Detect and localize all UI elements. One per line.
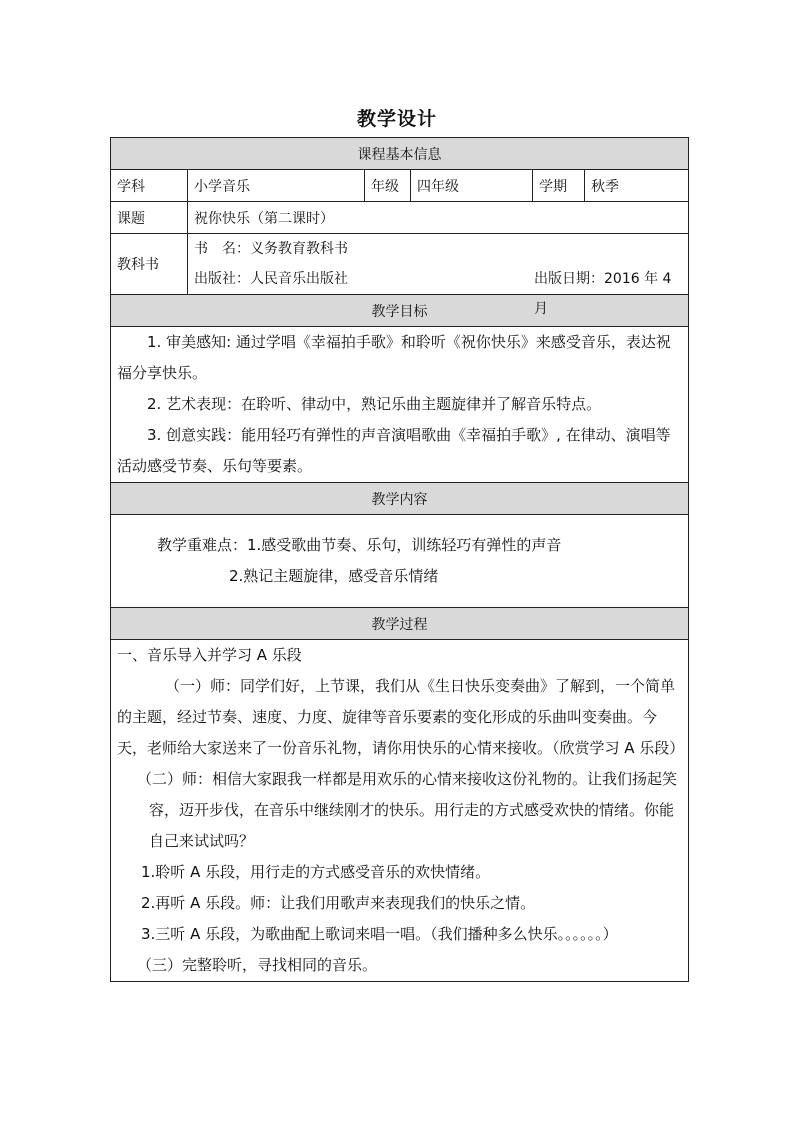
process-paragraph: （二）师：相信大家跟我一样都是用欢乐的心情来接收这份礼物的。让我们扬起笑容，迈开步伐，在音乐中继续刚才的快乐。用行走的方式感受欢快的情绪。你能自己来试试吗？ xyxy=(137,770,678,850)
textbook-label: 教科书 xyxy=(111,234,188,295)
process-paragraph: （一）师：同学们好，上节课，我们从《生日快乐变奏曲》了解到，一个简单的主题，经过节奏、速度、力度、旋律等音乐要素的变化形成的乐曲叫变奏曲。今天，老师给大家送来了一份音乐礼物，请你用快乐的心情来接收。（欣赏学习 A 乐段） xyxy=(117,677,685,757)
topic-row xyxy=(111,202,689,234)
process-section-title: 一、音乐导入并学习 A 乐段 xyxy=(117,646,302,664)
page-title: 教学设计 xyxy=(356,108,437,130)
term-label: 学期 xyxy=(533,170,585,202)
lesson-plan-table xyxy=(110,137,689,982)
publish-date: 出版日期：2016 年 4 月 xyxy=(534,271,672,317)
textbook-row xyxy=(111,234,689,295)
term-value: 秋季 xyxy=(585,170,689,202)
basic-info-row xyxy=(111,170,689,202)
content-cell xyxy=(111,515,689,608)
content-line: 2.熟记主题旋律，感受音乐情绪 xyxy=(229,567,439,585)
process-step: 2.再听 A 乐段。师：让我们用歌声来表现我们的快乐之情。 xyxy=(141,894,536,912)
goals-row xyxy=(111,327,689,483)
topic-value: 祝你快乐（第二课时） xyxy=(188,202,689,234)
goal-item: 3. 创意实践：能用轻巧有弹性的声音演唱歌曲《幸福拍手歌》, 在律动、演唱等活动感受节奏、乐句等要素。 xyxy=(117,426,671,475)
book-name: 书 名：义务教育教科书 xyxy=(194,241,348,257)
goals-header: 教学目标 xyxy=(111,295,689,327)
subject-label: 学科 xyxy=(111,170,188,202)
basic-info-header: 课程基本信息 xyxy=(111,138,689,170)
topic-label: 课题 xyxy=(111,202,188,234)
goal-item: 1. 审美感知: 通过学唱《幸福拍手歌》和聆听《祝你快乐》来感受音乐，表达祝福分享快乐。 xyxy=(117,333,671,382)
process-paragraph: （三）完整聆听，寻找相同的音乐。 xyxy=(137,956,378,974)
goal-item: 2. 艺术表现：在聆听、律动中，熟记乐曲主题旋律并了解音乐特点。 xyxy=(147,395,602,413)
goals-cell xyxy=(111,327,689,483)
process-header: 教学过程 xyxy=(111,608,689,640)
content-header: 教学内容 xyxy=(111,483,689,515)
process-step: 1.聆听 A 乐段，用行走的方式感受音乐的欢快情绪。 xyxy=(141,863,491,881)
grade-value: 四年级 xyxy=(411,170,533,202)
process-step: 3.三听 A 乐段，为歌曲配上歌词来唱一唱。（我们播种多么快乐。。。。。。） xyxy=(141,925,618,943)
content-row xyxy=(111,515,689,608)
process-cell xyxy=(111,640,689,982)
publisher: 出版社：人民音乐出版社 xyxy=(194,271,348,287)
content-line: 教学重难点：1.感受歌曲节奏、乐句，训练轻巧有弹性的声音 xyxy=(157,536,562,554)
process-row xyxy=(111,640,689,982)
subject-value: 小学音乐 xyxy=(188,170,365,202)
grade-label: 年级 xyxy=(365,170,411,202)
